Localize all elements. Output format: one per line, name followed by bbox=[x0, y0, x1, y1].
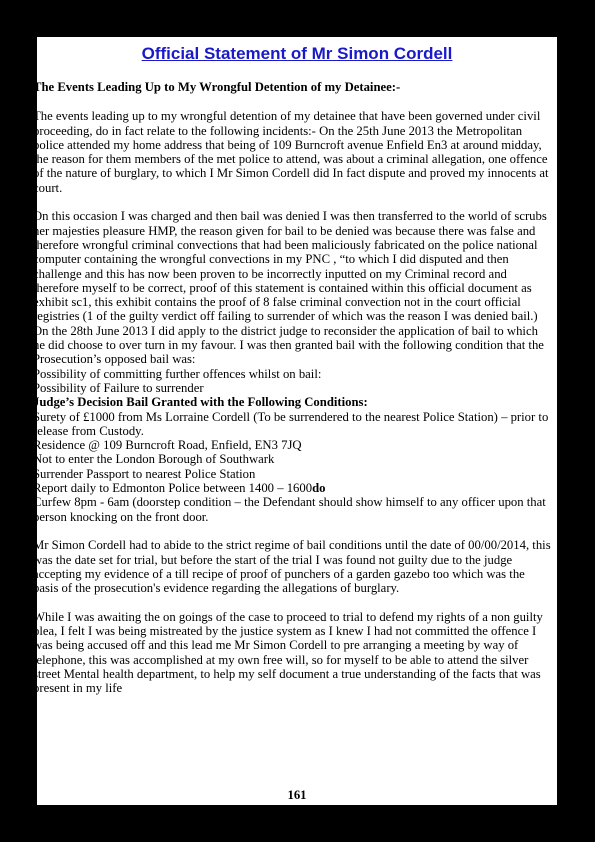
spacer bbox=[33, 524, 551, 538]
paragraph-bail-denied: On this occasion I was charged and then bail was denied I was then transferred to the world of scrubs her majesties pleasure HMP, the reason given for bail to be denied was because there was false and therefore wrongful criminal convections that had been maliciously fabricated on the police national computer containing the wrongful convections in my PNC , “to which I did disputed and then challenge and this has now been proven to be incorrectly inputted on my Criminal record and therefore myself to be correct, proof of this statement is contained within this official document as exhibit sc1, this exhibit contains the proof of 8 false criminal convection not in the court official registries (1 of the guilty verdict off failing to surrender of which was the reason I was denied bail.) bbox=[33, 209, 547, 324]
spacer bbox=[33, 195, 551, 209]
condition-item: Surety of £1000 from Ms Lorraine Cordell (To be surrendered to the nearest Police Station) – prior to release from Custody. bbox=[33, 409, 549, 438]
condition-item: Not to enter the London Borough of Southwark bbox=[33, 452, 275, 467]
condition-item: Surrender Passport to nearest Police Station bbox=[33, 466, 256, 481]
paragraph-mental-health: While I was awaiting the on goings of the case to proceed to trial to defend my rights of a non guilty plea, I felt I was being mistreated by the justice system as I knew I had not committed the offence I was being accused off and this lead me Mr Simon Cordell to pre arranging a meeting by way of telephone, this was accomplished at my own free will, so for myself to be able to attend the silver street Mental health department, to help my self document a true understanding of the facts that was present in my life bbox=[33, 609, 543, 696]
paragraph-events: The events leading up to my wrongful detention of my detainee that have been governed under civil proceeding, do in fact relate to the following incidents:- On the 25th June 2013 the Metropolitan police attended my home address that being of 109 Burncroft avenue Enfield En3 at around midday, the reason for them members of the met police to attend, was about a criminal allegation, one offence of the nature of burglary, to which I Mr Simon Cordell did In fact dispute and proved my innocents at court. bbox=[33, 109, 549, 195]
document-body bbox=[33, 80, 551, 695]
document-title: Official Statement of Mr Simon Cordell bbox=[141, 44, 453, 63]
page-number: 161 bbox=[287, 788, 307, 802]
section-heading-events: The Events Leading Up to My Wrongful Detention of my Detainee:- bbox=[33, 80, 401, 94]
paragraph-trial: Mr Simon Cordell had to abide to the strict regime of bail conditions until the date of 00/00/2014, this was the date set for trial, but before the start of the trial I was found not guilty due to the judge accepting my evidence of a till recipe of proof of punchers of a garden gazebo too which was the basis of the prosecution's evidence regarding the allegations of burglary. bbox=[33, 538, 551, 596]
opposed-item: Possibility of committing further offences whilst on bail: bbox=[33, 366, 322, 381]
paragraph-bail-application: On the 28th June 2013 I did apply to the district judge to reconsider the application of bail to which he did choose to over turn in my favour. I was then granted bail with the following condition that the Prosecution’s opposed bail was: bbox=[33, 323, 544, 367]
condition-item-curfew: Curfew 8pm - 6am (doorstep condition – the Defendant should show himself to any officer upon that person knocking on the front door. bbox=[33, 495, 546, 524]
report-text: Report daily to Edmonton Police between 1400 – 1600 bbox=[33, 481, 313, 496]
document-page bbox=[33, 37, 557, 805]
spacer bbox=[33, 595, 551, 609]
section-heading-conditions: Judge’s Decision Bail Granted with the Following Conditions: bbox=[33, 395, 368, 410]
condition-item-report bbox=[33, 481, 551, 495]
opposed-item: Possibility of Failure to surrender bbox=[33, 380, 204, 395]
report-suffix: do bbox=[312, 481, 326, 496]
condition-item: Residence @ 109 Burncroft Road, Enfield, EN3 7JQ bbox=[33, 438, 302, 453]
